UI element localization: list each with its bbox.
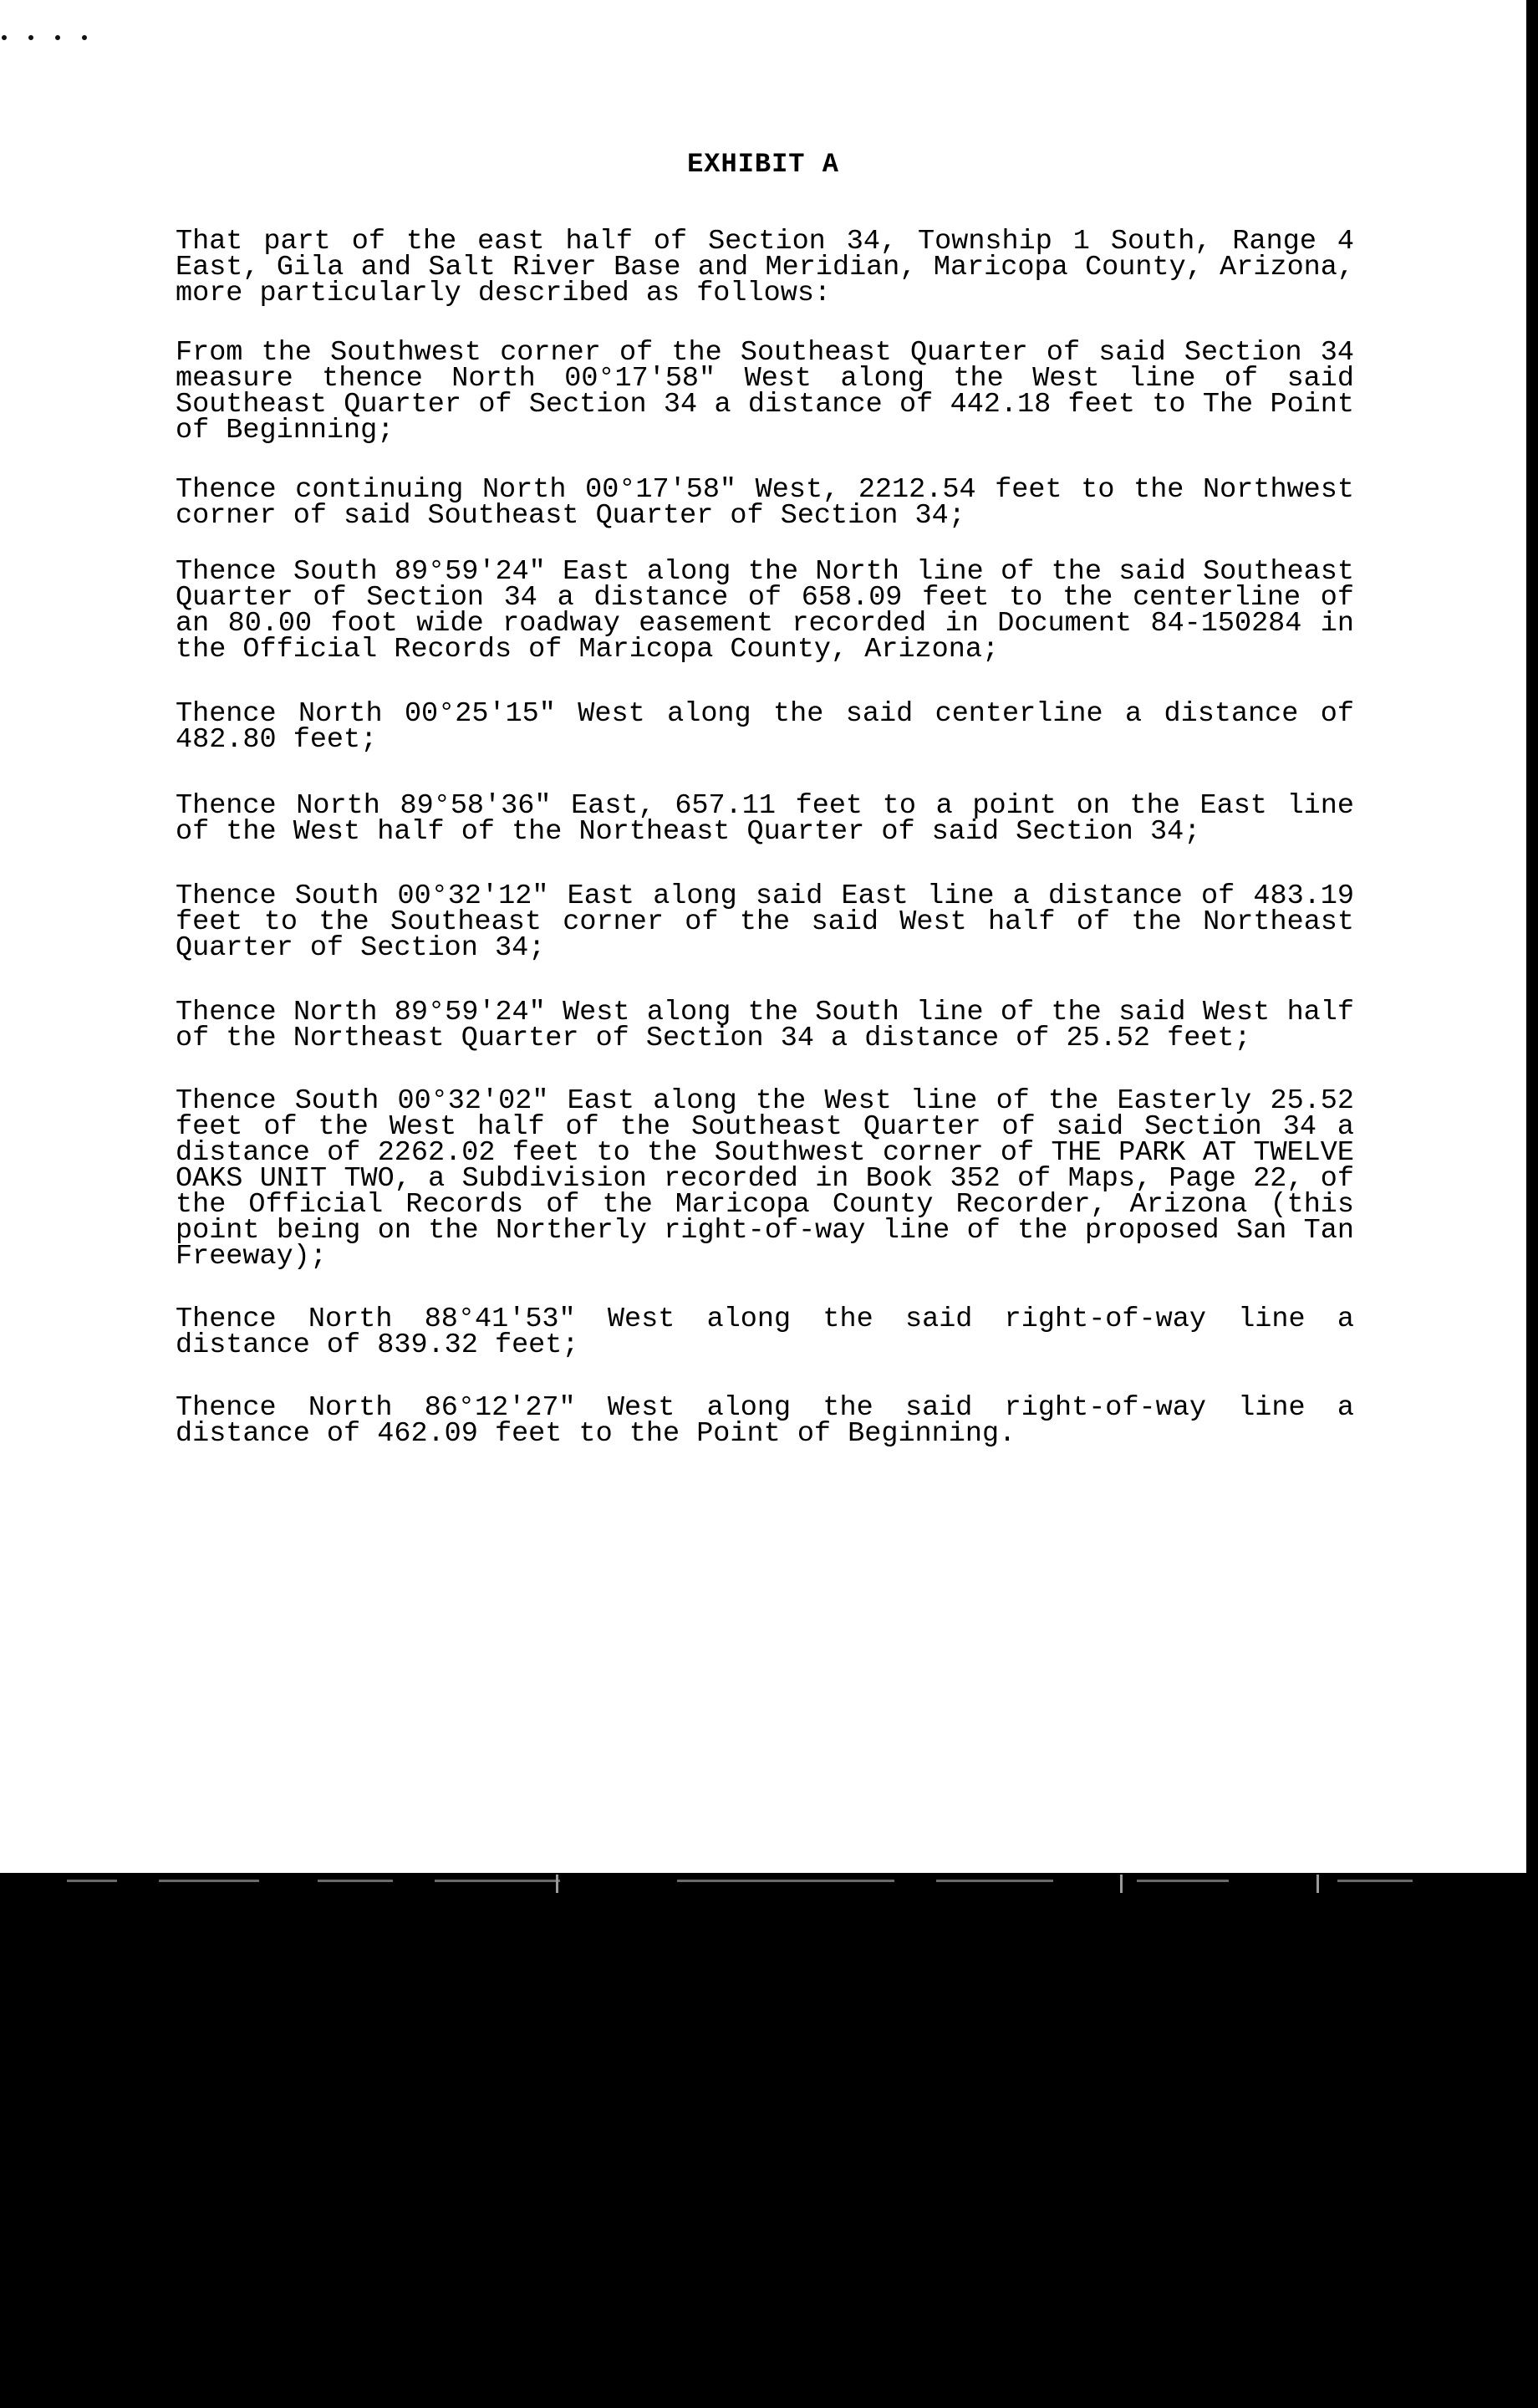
scan-artifact-band [0,1873,1538,1896]
scan-dot [82,35,87,40]
paragraph-point-of-beginning: From the Southwest corner of the Southeast Quarter of said Section 34 measure thence North 00°17′58" West along the West line of said Southeast Quarter of Section 34 a distance of 442.18 feet to The Point of Beginning; [176,337,1354,446]
paragraph-course: Thence North 88°41′53" West along the said right-of-way line a distance of 839.32 feet; [176,1303,1354,1361]
legal-description [176,226,1354,1481]
document-title: EXHIBIT A [687,149,839,180]
paragraph-course: Thence South 00°32′02" East along the West line of the Easterly 25.52 feet of the West half of the Southeast Quarter of said Section 34 a distance of 2262.02 feet to the Southwest corner of THE PARK AT TWELVE OAKS UNIT TWO, a Subdivision recorded in Book 352 of Maps, Page 22, of the Official Records of the Maricopa County Recorder, Arizona (this point being on the Northerly right-of-way line of the proposed San Tan Freeway); [176,1085,1354,1273]
paragraph-course: Thence North 89°58′36" East, 657.11 feet to a point on the East line of the West half of the Northeast Quarter of said Section 34; [176,790,1354,848]
paragraph-closing: Thence North 86°12′27" West along the said right-of-way line a distance of 462.09 feet to the Point of Beginning. [176,1392,1354,1450]
scan-dot [2,35,7,40]
paragraph-course: Thence South 89°59′24" East along the North line of the said Southeast Quarter of Section 34 a distance of 658.09 feet to the centerline of an 80.00 foot wide roadway easement recorded in Document 84-150284 in the Official Records of Maricopa County, Arizona; [176,556,1354,666]
scan-dot [28,35,33,40]
scan-marks [2,35,87,40]
paragraph-course: Thence North 00°25′15" West along the said centerline a distance of 482.80 feet; [176,698,1354,756]
paragraph-intro: That part of the east half of Section 34, Township 1 South, Range 4 East, Gila and Salt River Base and Meridian, Maricopa County, Arizona, more particularly described as follows: [176,226,1354,309]
paragraph-course: Thence South 00°32′12" East along said East line a distance of 483.19 feet to the Southeast corner of the said West half of the Northeast Quarter of Section 34; [176,880,1354,964]
scan-dot [55,35,60,40]
paragraph-course: Thence continuing North 00°17′58" West, 2212.54 feet to the Northwest corner of said Southeast Quarter of Section 34; [176,474,1354,532]
paragraph-course: Thence North 89°59′24" West along the South line of the said West half of the Northeast Quarter of Section 34 a distance of 25.52 feet; [176,997,1354,1054]
scan-edge [1526,0,1538,1873]
